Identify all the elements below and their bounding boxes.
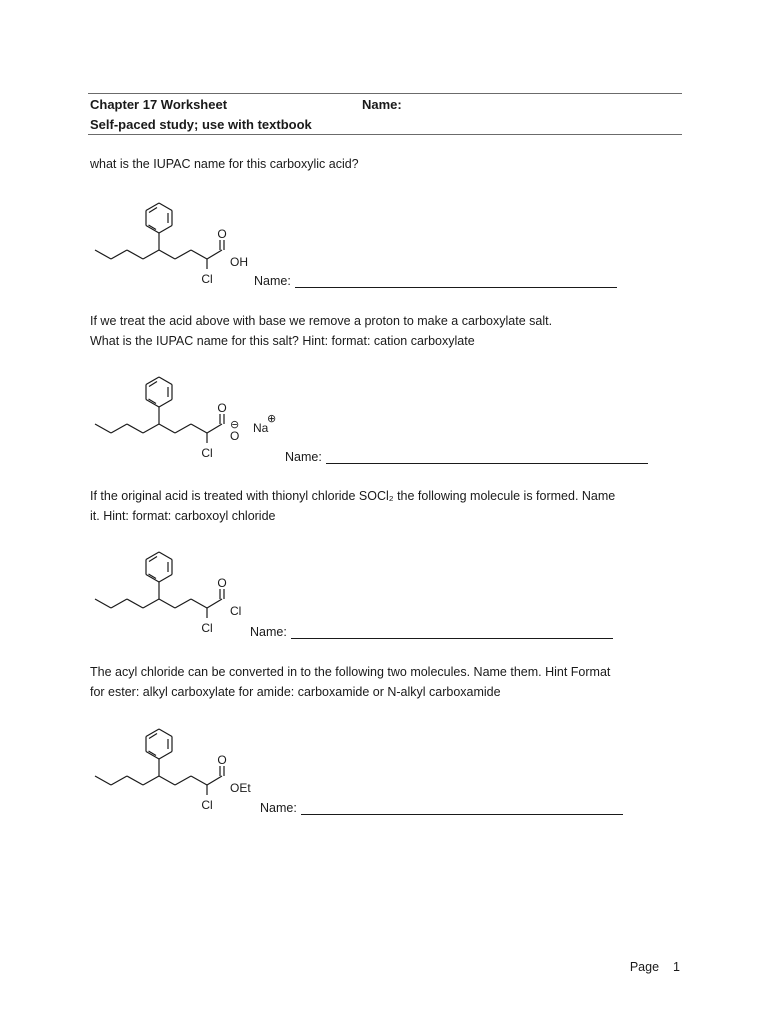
answer-label: Name: <box>250 625 287 639</box>
prompt-line: If we treat the acid above with base we remove a proton to make a carboxylate salt. <box>90 314 553 328</box>
chain-bond <box>111 599 127 608</box>
question-4-prompt <box>90 662 690 702</box>
answer-line[interactable] <box>326 450 648 464</box>
chain-bond <box>191 776 207 785</box>
prompt-line: for ester: alkyl carboxylate for amide: carboxamide or N-alkyl carboxamide <box>90 685 501 699</box>
ring-bond <box>146 752 159 760</box>
ring-bond <box>146 575 159 583</box>
question-2-prompt <box>90 311 690 351</box>
ring-bond <box>159 729 172 737</box>
header-top-rule <box>88 93 682 94</box>
chain-bond <box>159 424 175 433</box>
functional-group-label: Cl <box>230 604 242 618</box>
ring-bond <box>146 729 159 737</box>
functional-group-label: OH <box>230 255 248 269</box>
chain-bond <box>95 599 111 608</box>
chain-bond <box>95 424 111 433</box>
chain-bond <box>159 776 175 785</box>
ring-bond <box>159 575 172 583</box>
anion-charge: ⊖ <box>230 419 240 431</box>
chain-bond <box>207 424 222 433</box>
answer-label: Name: <box>254 274 291 288</box>
carbonyl-oxygen-label: O <box>217 576 227 590</box>
prompt-line: what is the IUPAC name for this carboxylic acid? <box>90 157 359 171</box>
ring-bond <box>159 377 172 385</box>
chain-bond <box>159 599 175 608</box>
chain-bond <box>191 599 207 608</box>
chain-bond <box>95 776 111 785</box>
prompt-line: The acyl chloride can be converted in to the following two molecules. Name them. Hint Format <box>90 665 611 679</box>
answer-field-2[interactable] <box>285 450 648 464</box>
page-footer <box>630 960 680 974</box>
chlorine-label: Cl <box>201 446 213 460</box>
ring-bond <box>146 226 159 234</box>
answer-label: Name: <box>260 801 297 815</box>
cation-charge: ⊕ <box>267 413 277 425</box>
answer-label: Name: <box>285 450 322 464</box>
student-name-label: Name: <box>362 97 402 112</box>
page-label: Page <box>629 960 660 974</box>
ring-bond <box>146 203 159 211</box>
question-1-prompt <box>90 154 690 174</box>
answer-line[interactable] <box>301 801 623 815</box>
molecule-structure <box>90 370 290 470</box>
answer-line[interactable] <box>295 274 617 288</box>
prompt-line: If the original acid is treated with thionyl chloride SOCl₂ the following molecule is formed. Name <box>90 489 616 503</box>
chain-bond <box>175 424 191 433</box>
chain-bond <box>127 250 143 259</box>
worksheet-title: Chapter 17 Worksheet <box>90 97 228 112</box>
worksheet-subtitle: Self-paced study; use with textbook <box>90 117 312 132</box>
carbonyl-oxygen-label: O <box>217 401 227 415</box>
chain-bond <box>175 250 191 259</box>
chain-bond <box>111 424 127 433</box>
chain-bond <box>127 776 143 785</box>
chlorine-label: Cl <box>201 272 213 286</box>
ring-bond <box>159 226 172 234</box>
chain-bond <box>111 250 127 259</box>
page-number: 1 <box>673 960 680 974</box>
chlorine-label: Cl <box>201 621 213 635</box>
chain-bond <box>191 424 207 433</box>
chain-bond <box>207 599 222 608</box>
chain-bond <box>143 599 159 608</box>
header-bottom-rule <box>88 134 682 135</box>
chain-bond <box>175 599 191 608</box>
ring-bond <box>159 400 172 408</box>
molecule-carboxylate-salt <box>90 370 290 470</box>
answer-field-1[interactable] <box>254 274 617 288</box>
counter-ion-label: Na <box>253 421 269 435</box>
carbonyl-oxygen-label: O <box>217 227 227 241</box>
ring-bond <box>159 752 172 760</box>
ring-bond <box>159 552 172 560</box>
chain-bond <box>159 250 175 259</box>
chain-bond <box>143 424 159 433</box>
chain-bond <box>207 250 222 259</box>
prompt-line: it. Hint: format: carboxoyl chloride <box>90 509 276 523</box>
chain-bond <box>143 250 159 259</box>
answer-field-3[interactable] <box>250 625 613 639</box>
carbonyl-oxygen-label: O <box>217 753 227 767</box>
answer-line[interactable] <box>291 625 613 639</box>
chain-bond <box>191 250 207 259</box>
chain-bond <box>95 250 111 259</box>
chain-bond <box>175 776 191 785</box>
ring-bond <box>146 377 159 385</box>
chlorine-label: Cl <box>201 798 213 812</box>
functional-group-label: OEt <box>230 781 251 795</box>
functional-group-label: O <box>230 429 240 443</box>
chain-bond <box>127 424 143 433</box>
ring-bond <box>146 400 159 408</box>
chain-bond <box>111 776 127 785</box>
answer-field-4[interactable] <box>260 801 623 815</box>
chain-bond <box>143 776 159 785</box>
question-3-prompt <box>90 486 690 526</box>
prompt-line: What is the IUPAC name for this salt? Hint: format: cation carboxylate <box>90 334 475 348</box>
ring-bond <box>159 203 172 211</box>
chain-bond <box>127 599 143 608</box>
ring-bond <box>146 552 159 560</box>
chain-bond <box>207 776 222 785</box>
